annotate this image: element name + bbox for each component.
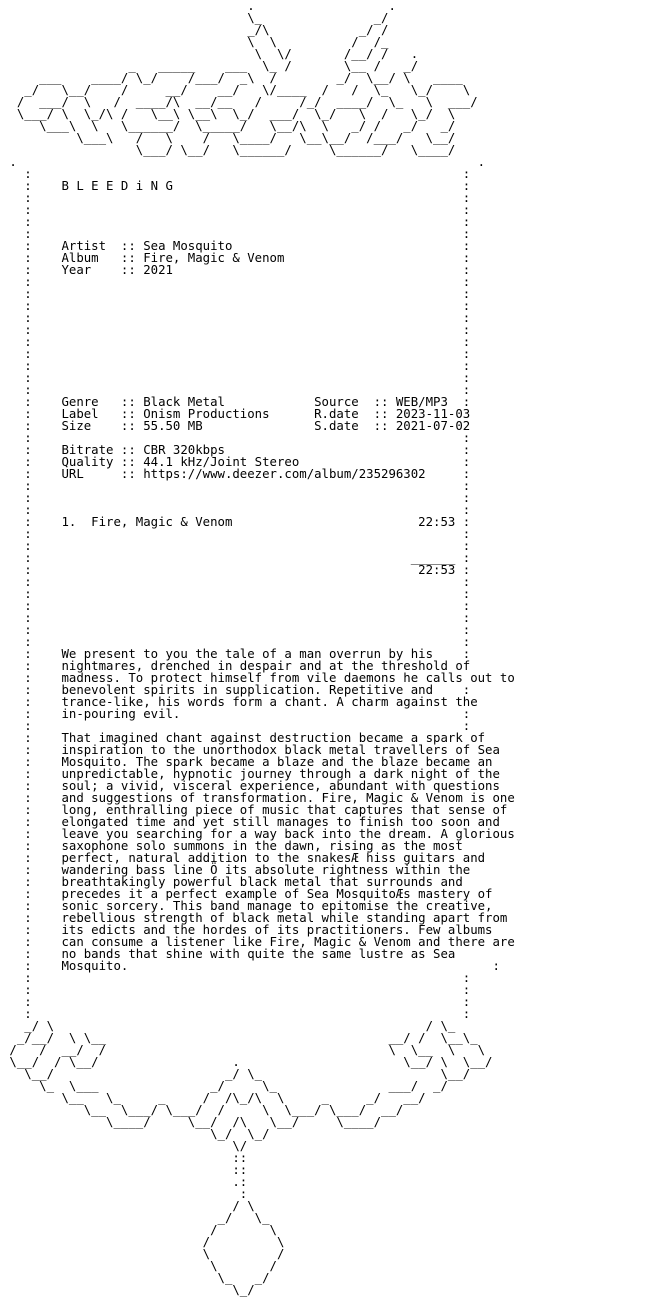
nfo-line: : leave you searching for a way back into the dream. A glorious	[2, 827, 515, 841]
nfo-line: : :	[2, 191, 471, 205]
nfo-line: : rebellious strength of black metal while standing apart from	[2, 911, 508, 925]
nfo-line: / / __/ / \ \__ \ \	[2, 1043, 486, 1057]
nfo-line: : no bands that shine with quite the same lustre as Sea	[2, 947, 456, 961]
nfo-line: ::	[2, 1151, 248, 1165]
nfo-line: : :	[2, 275, 471, 289]
nfo-line: : :	[2, 491, 471, 505]
nfo-line: : Label :: Onism Productions R.date :: 2023-11-03	[2, 407, 471, 421]
nfo-line: : :	[2, 623, 471, 637]
nfo-line: : :	[2, 1007, 471, 1021]
nfo-line: \ /	[2, 1259, 277, 1273]
nfo-line: : :	[2, 431, 471, 445]
nfo-line: : :	[2, 167, 471, 181]
nfo-line: : :	[2, 575, 471, 589]
nfo-line: _/\ _/ /	[2, 23, 389, 37]
nfo-line: \__/ _/ \_ \__/	[2, 1067, 471, 1081]
nfo-line: : :	[2, 203, 471, 217]
nfo-line: : :	[2, 383, 471, 397]
nfo-line: : Size :: 55.50 MB S.date :: 2021-07-02	[2, 419, 471, 433]
nfo-line: : :	[2, 215, 471, 229]
nfo-line: \__/ / \__/ . \__/ \ \__/	[2, 1055, 493, 1069]
nfo-line: _/ \__/ / __/ __/ \/____ / / \_ \_/ \	[2, 83, 471, 97]
nfo-line: : in-pouring evil. :	[2, 707, 471, 721]
nfo-line: .:	[2, 1175, 248, 1189]
nfo-line: : long, enthralling piece of music that captures that sense of	[2, 803, 508, 817]
nfo-line: / ___/ \ / ____/\ __/__ / /_/ ____/ \_ \ ___/	[2, 95, 478, 109]
nfo-line: : benevolent spirits in supplication. Repetitive and :	[2, 683, 471, 697]
nfo-line: . .	[2, 155, 486, 169]
nfo-line: : Quality :: 44.1 kHz/Joint Stereo :	[2, 455, 471, 469]
nfo-text	[2, 0, 515, 1296]
nfo-line: : :	[2, 227, 471, 241]
nfo-line: : Album :: Fire, Magic & Venom :	[2, 251, 471, 265]
nfo-line: \__ \___/ \___/ / \ \___/ \___/ __/	[2, 1103, 404, 1117]
nfo-line: \ /	[2, 1247, 285, 1261]
nfo-line: _ _____ ___ \_ / \__ / _/	[2, 59, 419, 73]
nfo-line: : 1. Fire, Magic & Venom 22:53 :	[2, 515, 471, 529]
nfo-line: : :	[2, 299, 471, 313]
nfo-line: : Artist :: Sea Mosquito :	[2, 239, 471, 253]
nfo-line: : :	[2, 635, 471, 649]
nfo-line: : :	[2, 359, 471, 373]
nfo-line: : :	[2, 527, 471, 541]
nfo-line: : perfect, natural addition to the snakesÆ hiss guitars and	[2, 851, 486, 865]
nfo-line: : Mosquito. The spark became a blaze and the blaze became an	[2, 755, 493, 769]
nfo-line: : :	[2, 719, 471, 733]
nfo-line: : breathtakingly powerful black metal that surrounds and	[2, 875, 463, 889]
nfo-line: : Genre :: Black Metal Source :: WEB/MP3 :	[2, 395, 471, 409]
nfo-line: : We present to you the tale of a man overrun by his :	[2, 647, 471, 661]
nfo-line: \_/	[2, 1283, 255, 1297]
nfo-line: . .	[2, 0, 396, 13]
nfo-line: : :	[2, 347, 471, 361]
nfo-line: : can consume a listener like Fire, Magic & Venom and there are	[2, 935, 515, 949]
nfo-line: \_/ \_/	[2, 1127, 270, 1141]
nfo-line: : :	[2, 995, 471, 1009]
nfo-line: \ \/ /__/ / .	[2, 47, 419, 61]
nfo-line: \/	[2, 1139, 248, 1153]
nfo-line: ___ ____/ \_/ /___/ _\ / _/ \__/ \ ____	[2, 71, 463, 85]
nfo-line: : :	[2, 587, 471, 601]
nfo-line: \_ _/	[2, 11, 389, 25]
nfo-line: \__ \_ _ / /\_/\ \ _ _/ __/	[2, 1091, 426, 1105]
nfo-line: : nightmares, drenched in despair and at the threshold of	[2, 659, 471, 673]
nfo-line: : :	[2, 611, 471, 625]
nfo-line: : :	[2, 983, 471, 997]
nfo-line: : sonic sorcery. This band manage to epitomise the creative,	[2, 899, 493, 913]
nfo-line: : :	[2, 971, 471, 985]
nfo-line: : URL :: https://www.deezer.com/album/235296302 :	[2, 467, 471, 481]
nfo-line: : inspiration to the unorthodox black metal travellers of Sea	[2, 743, 500, 757]
nfo-line: / \	[2, 1223, 277, 1237]
nfo-line: \_ \___ _/ \_ ___/ _/	[2, 1079, 448, 1093]
nfo-line: : saxophone solo summons in the dawn, rising as the most	[2, 839, 463, 853]
nfo-line: : That imagined chant against destruction became a spark of	[2, 731, 486, 745]
nfo-line: \ \ / /_	[2, 35, 389, 49]
nfo-line: : precedes it a perfect example of Sea MosquitoÆs mastery of	[2, 887, 493, 901]
nfo-line: \___\ \ \______/ \_____/ \__/\ \ _/ / _/ _/	[2, 119, 456, 133]
nfo-line: : elongated time and yet still manages to finish too soon and	[2, 815, 500, 829]
nfo-line: : its edicts and the hordes of its practitioners. Few albums	[2, 923, 493, 937]
nfo-line: : :	[2, 287, 471, 301]
nfo-line: : and suggestions of transformation. Fire, Magic & Venom is one	[2, 791, 515, 805]
nfo-line: : madness. To protect himself from vile daemons he calls out to	[2, 671, 515, 685]
nfo-line: : unpredictable, hypnotic journey through a dark night of the	[2, 767, 500, 781]
nfo-line: : :	[2, 323, 471, 337]
nfo-line: \_ _/	[2, 1271, 270, 1285]
nfo-line: \____/ \__/ /\ \__/ \____/	[2, 1115, 382, 1129]
nfo-line: : Year :: 2021 :	[2, 263, 471, 277]
nfo-line: : trance-like, his words form a chant. A charm against the	[2, 695, 478, 709]
nfo-line: :	[2, 1187, 248, 1201]
nfo-line: ::	[2, 1163, 248, 1177]
nfo-line: : wandering bass line Ö its absolute rightness within the	[2, 863, 471, 877]
nfo-line: : Bitrate :: CBR 320kbps :	[2, 443, 471, 457]
nfo-line: : :	[2, 335, 471, 349]
nfo-line: \___/ \ \_/\ / \__\ \__\ \_/ ___/ \_/ \ / \_/ \	[2, 107, 456, 121]
nfo-line: : Mosquito. :	[2, 959, 500, 973]
nfo-line: _/__/ \ \__ __/ / \__\_	[2, 1031, 478, 1045]
nfo-line: : :	[2, 371, 471, 385]
nfo-line: \___\ / \ / \____/ \__\__/ /___/ \__/	[2, 131, 456, 145]
nfo-line: : :	[2, 599, 471, 613]
nfo-line: : :	[2, 311, 471, 325]
nfo-line: / \	[2, 1199, 255, 1213]
nfo-line: : ______ :	[2, 551, 471, 565]
nfo-line: : :	[2, 539, 471, 553]
nfo-line: : :	[2, 479, 471, 493]
nfo-line: : 22:53 :	[2, 563, 471, 577]
nfo-line: \___/ \__/ \______/ \______/ \____/	[2, 143, 456, 157]
nfo-line: : soul; a vivid, visceral experience, abundant with questions	[2, 779, 500, 793]
nfo-line: : :	[2, 503, 471, 517]
nfo-line: _/ \_	[2, 1211, 270, 1225]
nfo-line: _/ \ / \_	[2, 1019, 456, 1033]
nfo-line: / \	[2, 1235, 285, 1249]
nfo-line: : B L E E D i N G :	[2, 179, 471, 193]
